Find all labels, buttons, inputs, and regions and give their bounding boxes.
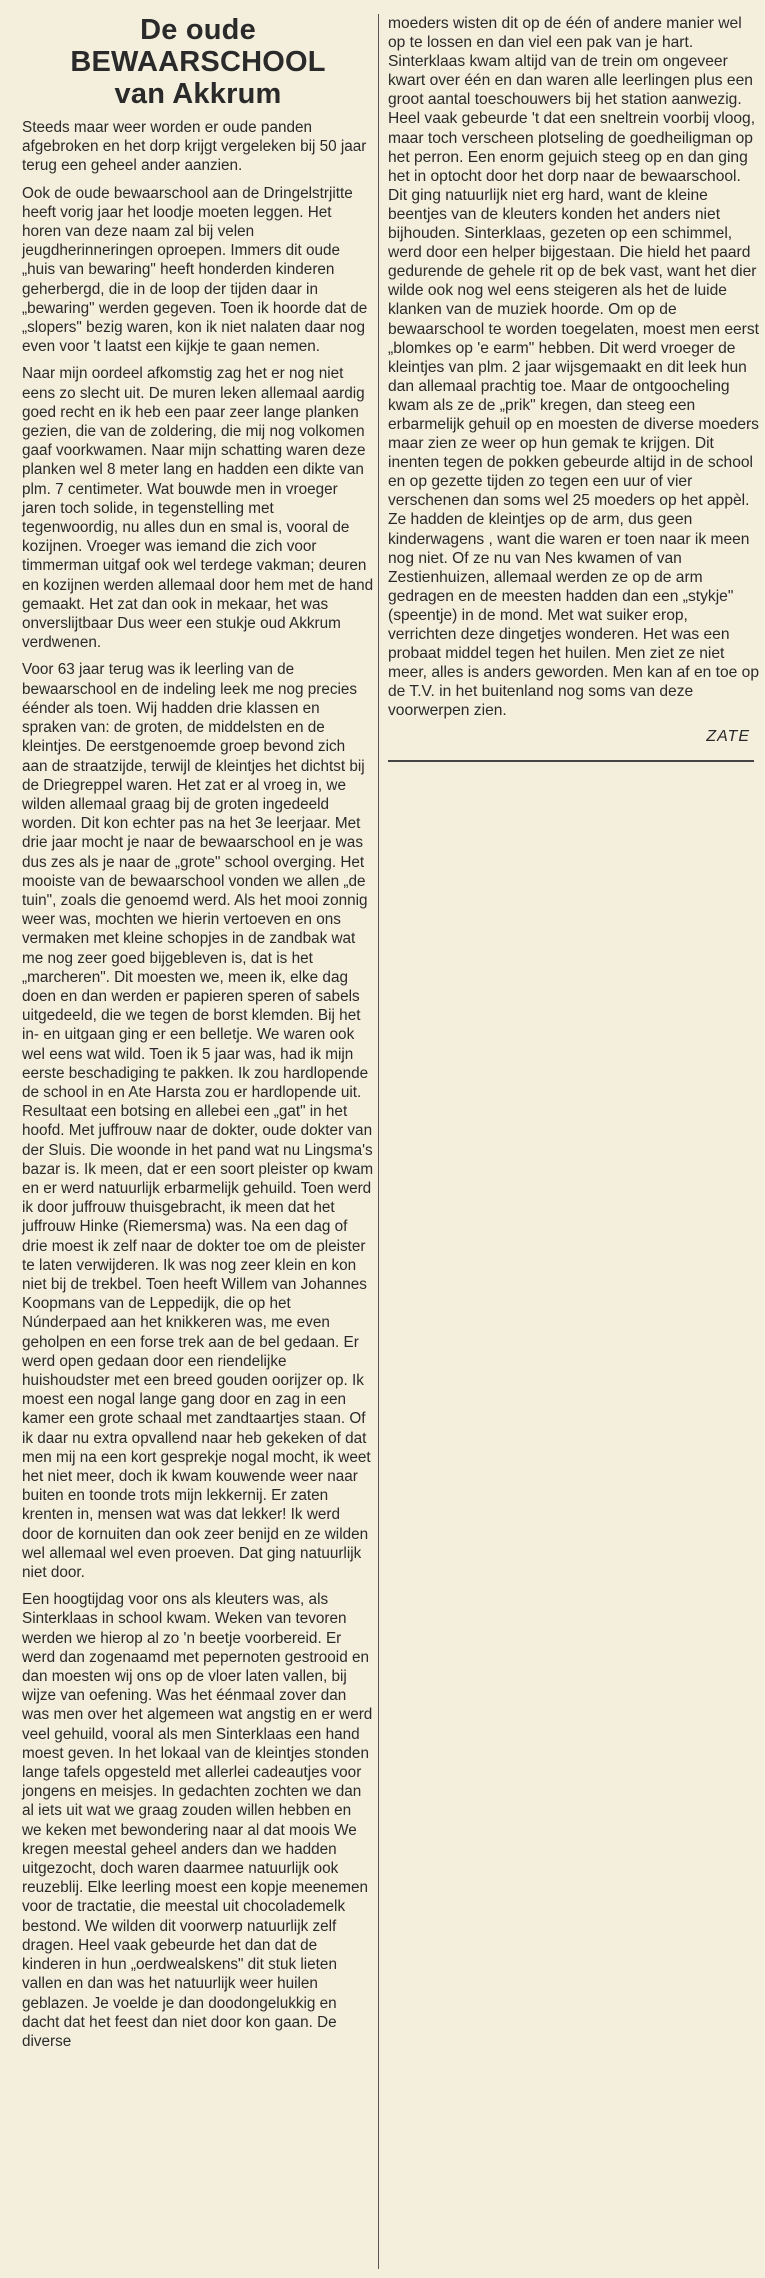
right-column bbox=[388, 14, 760, 762]
left-column bbox=[22, 14, 374, 2059]
title-line-2: van Akkrum bbox=[114, 78, 282, 110]
paragraph: Een hoogtijdag voor ons als kleuters was, als Sinterklaas in school kwam. Weken van tevoren werden we hierop al zo 'n beetje voorbereid. Er werd dan zogenaamd met pepernoten gestrooid en dan moesten wij ons op de vloer laten vallen, bij wijze van oefening. Was het éénmaal zover dan was men over het algemeen wat angstig en er werd veel gehuild, vooral als men Sinterklaas een hand moest geven. In het lokaal van de kleintjes stonden lange tafels opgesteld met allerlei cadeautjes voor jongens en meisjes. In gedachten zochten we dan al iets uit wat we graag zouden willen hebben en we keken met bewondering naar al dat moois We kregen meestal geheel anders dan we hadden uitgezocht, doch waren daarmee natuurlijk ook reuzeblij. Elke leerling moest een kopje meenemen voor de tractatie, die meestal uit chocolademelk bestond. We wilden dit voorwerp natuurlijk zelf dragen. Heel vaak gebeurde het dan dat de kinderen in hun „oerdwealskens" dit stuk lieten vallen en dan was het natuurlijk weer huilen geblazen. Je voelde je dan doodongelukkig en dacht dat het feest dan niet door kon gaan. De diverse bbox=[22, 1591, 373, 2050]
author-signature: ZATE bbox=[706, 728, 750, 746]
paragraph: Naar mijn oordeel afkomstig zag het er nog niet eens zo slecht uit. De muren leken allemaal aardig goed recht en ik heb een paar zeer lange planken gezien, die van de zoldering, die mij nog volkomen gaaf voorkwamen. Naar mijn schatting waren deze planken wel 8 meter lang en hadden een dikte van plm. 7 centimeter. Wat bouwde men in vroeger jaren toch solide, in tegenstelling met tegenwoordig, nu alles dun en smal is, vooral de kozijnen. Vroeger was iemand die zich voor timmerman uitgaf ook wel terdege vakman; deuren en kozijnen werden allemaal door hem met de hand gemaakt. Het zat dan ook in mekaar, het was onverslijtbaar Dus weer een stukje oud Akkrum verdwenen. bbox=[22, 365, 374, 652]
title-line-1: De oude BEWAARSCHOOL bbox=[70, 14, 326, 78]
paragraph: Voor 63 jaar terug was ik leerling van de bewaarschool en de indeling leek me nog precies éénder als toen. Wij hadden drie klassen en spraken van: de groten, de middelsten en de kleintjes. De eerstgenoemde groep bevond zich aan de straatzijde, terwijl de kleintjes het dichtst bij de Driegreppel waren. Het zat er al vroeg in, we wilden allemaal graag bij de groten ingedeeld worden. Dit kon echter pas na het 3e leerjaar. Met drie jaar mocht je naar de bewaarschool en je was dus zes als je naar de „grote" school overging. Het mooiste van de bewaarschool vonden we allen „de tuin", zoals die genoemd werd. Als het mooi zonnig weer was, mochten we hierin vertoeven en ons vermaken met kleine schopjes in de zandbak wat me nog zeer goed bijgebleven is, dat is het „marcheren". Dit moesten we, meen ik, elke dag doen en dan werden er papieren speren of sabels uitgedeeld, die we tegen de borst klemden. Bij het in- en uitgaan ging er een belletje. We waren ook wel eens wat wild. Toen ik 5 jaar was, had ik mijn eerste beschadiging te pakken. Ik zou hardlopende de school in en Ate Harsta zou er hardlopende uit. Resultaat een botsing en allebei een „gat" in het hoofd. Met juffrouw naar de dokter, oude dokter van der Sluis. Die woonde in het pand wat nu Lingsma's bazar is. Ik meen, dat er een soort pleister op kwam en er werd natuurlijk erbarmelijk gehuild. Toen werd ik door juffrouw thuisgebracht, ik meen dat het juffrouw Hinke (Riemersma) was. Na een dag of drie moest ik zelf naar de dokter toe om de pleister te laten verwijderen. Ik was nog zeer klein en kon niet bij de trekbel. Toen heeft Willem van Johannes Koopmans van de Leppedijk, die op het Núnderpaed aan het knikkeren was, me even geholpen en een forse trek aan de bel gedaan. Er werd open gedaan door een riendelijke huishoudster met een breed gouden oorijzer op. Ik moest een nogal lange gang door en zag in een kamer een grote schaal met zandtaartjes staan. Of ik daar nu extra opvallend naar heb gekeken of dat men mij na een kort gesprekje nogal mocht, ik weet het niet meer, doch ik kwam kouwende weer naar buiten en toonde trots mijn lekkernij. Er zaten krenten in, mensen wat was dat lekker! Ik werd door de kornuiten dan ook zeer benijd en ze wilden wel allemaal wel even proeven. Dat ging natuurlijk niet door. bbox=[22, 661, 374, 1582]
column-divider bbox=[378, 14, 379, 2269]
paragraph: Ook de oude bewaarschool aan de Dringelstrjitte heeft vorig jaar het loodje moeten leggen. Het horen van deze naam zal bij velen jeugdherinneringen oproepen. Immers dit oude „huis van bewaring" heeft honderden kinderen geherbergd, die in de loop der tijden daar in „bewaring" werden gegeven. Toen ik hoorde dat de „slopers" bezig waren, kon ik niet nalaten daar nog even voor 't laatst een kijkje te gaan nemen. bbox=[22, 184, 368, 356]
paragraph: moeders wisten dit op de één of andere manier wel op te lossen en dan viel een pak van je hart. Sinterklaas kwam altijd van de trein om ongeveer kwart over één en dan waren alle leerlingen plus een groot aantal toeschouwers bij het station aanwezig. Heel vaak gebeurde 't dat een sneltrein voorbij vloog, maar toch verscheen plotseling de goedheiligman op het perron. Een enorm gejuich steeg op en dan ging het in optocht door het dorp naar de bewaarschool. Dit ging natuurlijk niet erg hard, want de kleine beentjes van de kleuters konden het anders niet bijhouden. Sinterklaas, gezeten op een schimmel, werd door een helper bijgestaan. Die hield het paard gedurende de gehele rit op de bek vast, want het dier wilde ook nog wel eens steigeren als het de luide klanken van de muziek hoorde. Om op de bewaarschool te worden toegelaten, moest men eerst „blomkes op 'e earm" hebben. Dit werd vroeger de kleintjes van plm. 2 jaar wijsgemaakt en dit leek hun dan allemaal prachtig toe. Maar de ontgoocheling kwam als ze de „prik" kregen, dan steeg een erbarmelijk gehuil op en moesten de diverse moeders maar zien ze weer op hun gemak te krijgen. Dit inenten tegen de pokken gebeurde altijd in de school en op gezette tijden zo tegen een uur of vier verschenen dan soms wel 25 moeders op het appèl. Ze hadden de kleintjes op de arm, dus geen kinderwagens , want die waren er toen naar ik meen nog niet. Of ze nu van Nes kwamen of van Zestienhuizen, allemaal werden ze op de arm gedragen en de meesten hadden dan een „stykje" (speentje) in de mond. Met wat suiker erop, verrichten deze dingetjes wonderen. Het was een probaat middel tegen het huilen. Men ziet ze niet meer, alles is anders geworden. Men kan af en toe op de T.V. in het buitenland nog soms van deze voorwerpen zien. bbox=[388, 15, 760, 720]
article-title bbox=[22, 14, 374, 110]
end-rule bbox=[388, 760, 754, 762]
paragraph: Steeds maar weer worden er oude panden afgebroken en het dorp krijgt vergeleken bij 50 jaar terug een geheel ander aanzien. bbox=[22, 119, 367, 175]
